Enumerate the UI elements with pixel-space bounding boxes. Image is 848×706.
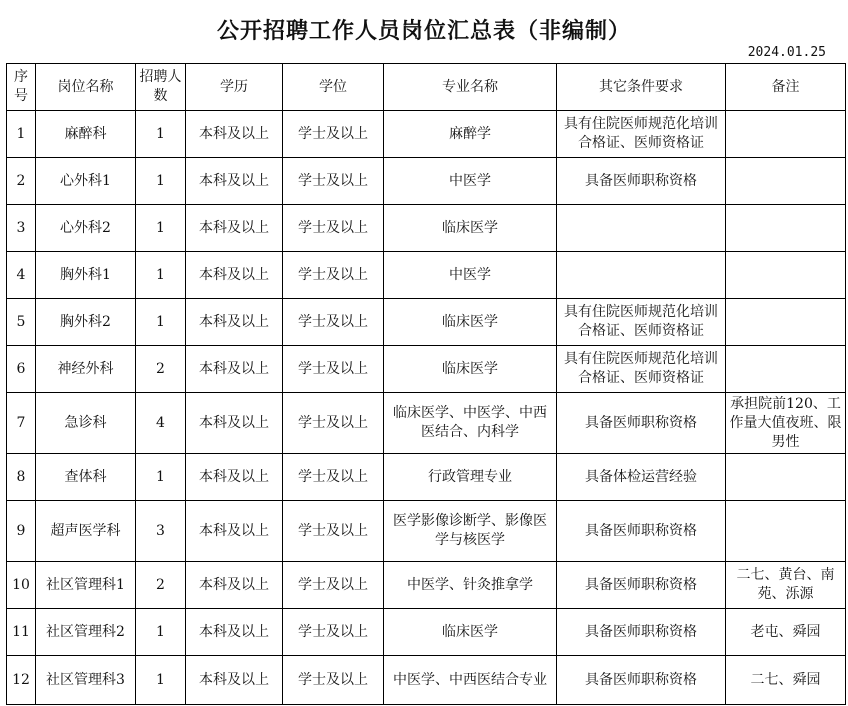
cell-degree: 学士及以上 — [283, 501, 384, 562]
cell-major: 临床医学 — [384, 346, 557, 393]
table-row — [7, 393, 846, 454]
cell-seq: 9 — [7, 501, 36, 562]
cell-remarks — [726, 158, 846, 205]
cell-education: 本科及以上 — [186, 346, 283, 393]
cell-education: 本科及以上 — [186, 501, 283, 562]
cell-remarks — [726, 252, 846, 299]
cell-count: 1 — [136, 609, 186, 656]
cell-count: 2 — [136, 562, 186, 609]
cell-seq: 1 — [7, 111, 36, 158]
cell-education: 本科及以上 — [186, 454, 283, 501]
positions-table — [6, 63, 846, 705]
header-count: 招聘人数 — [136, 64, 186, 111]
cell-seq: 3 — [7, 205, 36, 252]
cell-requirements: 具有住院医师规范化培训合格证、医师资格证 — [557, 111, 726, 158]
cell-education: 本科及以上 — [186, 299, 283, 346]
cell-count: 1 — [136, 111, 186, 158]
cell-count: 1 — [136, 299, 186, 346]
cell-major: 临床医学、中医学、中西医结合、内科学 — [384, 393, 557, 454]
header-remarks: 备注 — [726, 64, 846, 111]
cell-education: 本科及以上 — [186, 609, 283, 656]
cell-major: 临床医学 — [384, 205, 557, 252]
cell-education: 本科及以上 — [186, 393, 283, 454]
cell-post: 心外科2 — [36, 205, 136, 252]
cell-requirements — [557, 205, 726, 252]
cell-requirements: 具备医师职称资格 — [557, 393, 726, 454]
header-education: 学历 — [186, 64, 283, 111]
cell-requirements: 具有住院医师规范化培训合格证、医师资格证 — [557, 346, 726, 393]
cell-remarks — [726, 346, 846, 393]
cell-remarks — [726, 111, 846, 158]
cell-degree: 学士及以上 — [283, 393, 384, 454]
cell-seq: 6 — [7, 346, 36, 393]
cell-seq: 10 — [7, 562, 36, 609]
cell-education: 本科及以上 — [186, 205, 283, 252]
cell-major: 医学影像诊断学、影像医学与核医学 — [384, 501, 557, 562]
header-degree: 学位 — [283, 64, 384, 111]
cell-major: 临床医学 — [384, 609, 557, 656]
cell-education: 本科及以上 — [186, 111, 283, 158]
cell-remarks: 二七、舜园 — [726, 656, 846, 705]
table-row — [7, 252, 846, 299]
cell-post: 社区管理科1 — [36, 562, 136, 609]
cell-degree: 学士及以上 — [283, 609, 384, 656]
header-post: 岗位名称 — [36, 64, 136, 111]
cell-post: 心外科1 — [36, 158, 136, 205]
cell-count: 1 — [136, 656, 186, 705]
header-major: 专业名称 — [384, 64, 557, 111]
cell-degree: 学士及以上 — [283, 562, 384, 609]
page-title: 公开招聘工作人员岗位汇总表（非编制） — [216, 19, 631, 44]
cell-post: 麻醉科 — [36, 111, 136, 158]
table-row — [7, 299, 846, 346]
cell-requirements: 具备医师职称资格 — [557, 562, 726, 609]
table-row — [7, 562, 846, 609]
cell-requirements — [557, 252, 726, 299]
cell-requirements: 具备体检运营经验 — [557, 454, 726, 501]
cell-seq: 4 — [7, 252, 36, 299]
cell-remarks: 二七、黄台、南苑、泺源 — [726, 562, 846, 609]
table-row — [7, 158, 846, 205]
cell-seq: 8 — [7, 454, 36, 501]
cell-count: 1 — [136, 454, 186, 501]
cell-post: 胸外科2 — [36, 299, 136, 346]
table-row — [7, 111, 846, 158]
table-row — [7, 501, 846, 562]
cell-degree: 学士及以上 — [283, 299, 384, 346]
cell-requirements: 具备医师职称资格 — [557, 609, 726, 656]
cell-degree: 学士及以上 — [283, 111, 384, 158]
table-row — [7, 454, 846, 501]
cell-degree: 学士及以上 — [283, 656, 384, 705]
cell-count: 1 — [136, 205, 186, 252]
cell-major: 中医学、针灸推拿学 — [384, 562, 557, 609]
cell-degree: 学士及以上 — [283, 205, 384, 252]
cell-major: 中医学 — [384, 252, 557, 299]
header-seq: 序号 — [7, 64, 36, 111]
header-requirements: 其它条件要求 — [557, 64, 726, 111]
table-header-row — [7, 64, 846, 111]
cell-seq: 7 — [7, 393, 36, 454]
cell-education: 本科及以上 — [186, 656, 283, 705]
table-row — [7, 609, 846, 656]
cell-post: 社区管理科3 — [36, 656, 136, 705]
cell-count: 3 — [136, 501, 186, 562]
cell-post: 神经外科 — [36, 346, 136, 393]
cell-major: 临床医学 — [384, 299, 557, 346]
cell-requirements: 具备医师职称资格 — [557, 158, 726, 205]
cell-requirements: 具有住院医师规范化培训合格证、医师资格证 — [557, 299, 726, 346]
cell-degree: 学士及以上 — [283, 346, 384, 393]
cell-count: 1 — [136, 158, 186, 205]
cell-remarks — [726, 454, 846, 501]
cell-requirements: 具备医师职称资格 — [557, 656, 726, 705]
cell-major: 麻醉学 — [384, 111, 557, 158]
cell-post: 超声医学科 — [36, 501, 136, 562]
cell-remarks: 老屯、舜园 — [726, 609, 846, 656]
cell-post: 社区管理科2 — [36, 609, 136, 656]
cell-remarks — [726, 501, 846, 562]
cell-seq: 2 — [7, 158, 36, 205]
cell-degree: 学士及以上 — [283, 454, 384, 501]
cell-major: 中医学 — [384, 158, 557, 205]
table-row — [7, 656, 846, 705]
cell-education: 本科及以上 — [186, 562, 283, 609]
cell-remarks — [726, 299, 846, 346]
cell-education: 本科及以上 — [186, 252, 283, 299]
cell-degree: 学士及以上 — [283, 252, 384, 299]
cell-major: 中医学、中西医结合专业 — [384, 656, 557, 705]
cell-post: 查体科 — [36, 454, 136, 501]
cell-degree: 学士及以上 — [283, 158, 384, 205]
table-row — [7, 346, 846, 393]
cell-seq: 12 — [7, 656, 36, 705]
cell-count: 1 — [136, 252, 186, 299]
cell-requirements: 具备医师职称资格 — [557, 501, 726, 562]
cell-seq: 11 — [7, 609, 36, 656]
cell-remarks — [726, 205, 846, 252]
cell-remarks: 承担院前120、工作量大值夜班、限男性 — [726, 393, 846, 454]
cell-count: 4 — [136, 393, 186, 454]
table-row — [7, 205, 846, 252]
cell-post: 胸外科1 — [36, 252, 136, 299]
cell-seq: 5 — [7, 299, 36, 346]
cell-education: 本科及以上 — [186, 158, 283, 205]
cell-count: 2 — [136, 346, 186, 393]
cell-major: 行政管理专业 — [384, 454, 557, 501]
cell-post: 急诊科 — [36, 393, 136, 454]
document-date: 2024.01.25 — [747, 45, 826, 60]
